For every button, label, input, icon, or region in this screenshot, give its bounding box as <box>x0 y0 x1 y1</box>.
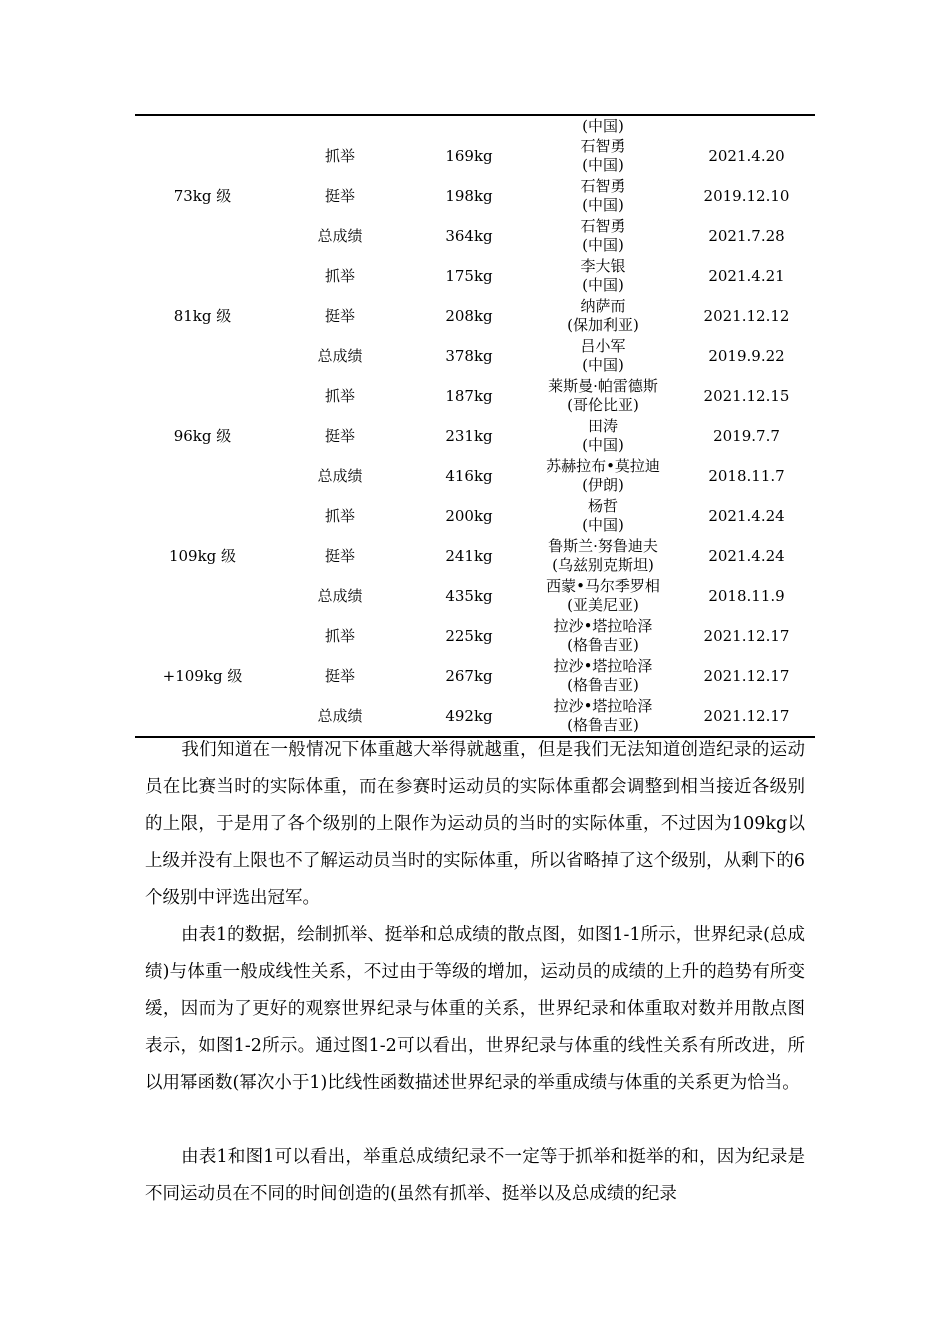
holder-name-cell: 拉沙•塔拉哈泽 <box>553 617 653 635</box>
record-date-cell: 2018.11.9 <box>708 587 785 605</box>
event-cell: 总成绩 <box>317 707 363 725</box>
record-date-cell: 2021.4.21 <box>708 267 785 285</box>
holder-name-cell: 纳萨而 <box>580 297 626 315</box>
record-value-cell: 231kg <box>445 427 493 445</box>
weight-class-label: 109kg 级 <box>168 547 237 565</box>
event-cell: 抓举 <box>324 507 355 525</box>
event-cell: 总成绩 <box>317 227 363 245</box>
holder-name-cell: 苏赫拉布•莫拉迪 <box>546 457 660 475</box>
record-value-cell: 364kg <box>445 227 493 245</box>
holder-name-cell: 西蒙•马尔季罗相 <box>546 577 660 595</box>
holder-name-cell: 石智勇 <box>580 137 626 155</box>
paragraph-2-text: 由表1的数据，绘制抓举、挺举和总成绩的散点图，如图1-1所示，世界纪录(总成绩)与体重一般成线性关系，不过由于等级的增加，运动员的成绩的上升的趋势有所变缓，因而为了更好的观察世界纪录与体重的关系，世界纪录和体重取对数并用散点图表示，如图1-2所示。通过图1-2可以看出，世界纪录与体重的线性关系有所改进，所以用幂函数(幂次小于1)比线性函数描述世界纪录的举重成绩与体重的关系更为恰当。 <box>145 925 805 1093</box>
holder-name-cell: 石智勇 <box>580 177 626 195</box>
record-date-cell: 2021.4.20 <box>708 147 785 165</box>
holder-name-cell: 杨哲 <box>587 497 618 515</box>
record-date-cell: 2021.12.17 <box>703 627 790 645</box>
holder-name-cell: 拉沙•塔拉哈泽 <box>553 697 653 715</box>
record-date-cell: 2021.12.17 <box>703 707 790 725</box>
holder-country-cell: (中国) <box>582 196 624 214</box>
event-cell: 抓举 <box>324 267 355 285</box>
paragraph-3 <box>145 1139 805 1213</box>
record-value-cell: 175kg <box>445 267 493 285</box>
record-value-cell: 187kg <box>445 387 493 405</box>
record-value-cell: 225kg <box>445 627 493 645</box>
record-value-cell: 435kg <box>445 587 493 605</box>
weight-class-label: +109kg 级 <box>162 667 243 685</box>
event-cell: 挺举 <box>324 187 355 205</box>
holder-name-cell: 鲁斯兰·努鲁迪夫 <box>548 537 658 555</box>
record-value-cell: 241kg <box>445 547 493 565</box>
record-date-cell: 2019.9.22 <box>708 347 785 365</box>
record-value-cell: 492kg <box>445 707 493 725</box>
holder-country-cell: (乌兹别克斯坦) <box>552 556 654 574</box>
paragraph-1 <box>145 732 805 917</box>
paragraph-2 <box>145 917 805 1102</box>
event-cell: 挺举 <box>324 547 355 565</box>
event-cell: 抓举 <box>324 147 355 165</box>
holder-country-cell: (伊朗) <box>582 476 624 494</box>
record-date-cell: 2019.7.7 <box>713 427 780 445</box>
holder-name-cell: 拉沙•塔拉哈泽 <box>553 657 653 675</box>
record-date-cell: 2021.12.15 <box>703 387 790 405</box>
event-cell: 抓举 <box>324 627 355 645</box>
record-date-cell: 2021.4.24 <box>708 547 785 565</box>
record-date-cell: 2021.12.17 <box>703 667 790 685</box>
event-cell: 总成绩 <box>317 347 363 365</box>
weight-class-label: 96kg 级 <box>173 427 232 445</box>
record-date-cell: 2021.12.12 <box>703 307 790 325</box>
holder-country-cell: (哥伦比亚) <box>567 396 639 414</box>
holder-country-cell: (格鲁吉亚) <box>567 636 639 654</box>
record-date-cell: 2021.4.24 <box>708 507 785 525</box>
weight-class-label: 73kg 级 <box>173 187 232 205</box>
holder-name-cell: 李大银 <box>580 257 626 275</box>
record-date-cell: 2019.12.10 <box>703 187 790 205</box>
holder-name-cell: 石智勇 <box>580 217 626 235</box>
event-cell: 总成绩 <box>317 587 363 605</box>
weight-class-label: 81kg 级 <box>173 307 232 325</box>
record-date-cell: 2018.11.7 <box>708 467 785 485</box>
record-value-cell: 169kg <box>445 147 493 165</box>
holder-country-cell: (中国) <box>582 276 624 294</box>
holder-country-cell: (中国) <box>582 236 624 254</box>
record-value-cell: 416kg <box>445 467 493 485</box>
event-cell: 挺举 <box>324 307 355 325</box>
holder-country-cell: (中国) <box>582 156 624 174</box>
record-value-cell: 267kg <box>445 667 493 685</box>
holder-country-cell: (格鲁吉亚) <box>567 676 639 694</box>
event-cell: 挺举 <box>324 667 355 685</box>
record-value-cell: 200kg <box>445 507 493 525</box>
record-date-cell: 2021.7.28 <box>708 227 785 245</box>
holder-country-cell: (中国) <box>582 516 624 534</box>
record-value-cell: 208kg <box>445 307 493 325</box>
paragraph-3-text: 由表1和图1可以看出，举重总成绩纪录不一定等于抓举和挺举的和，因为纪录是不同运动员在不同的时间创造的(虽然有抓举、挺举以及总成绩的纪录 <box>145 1147 805 1204</box>
holder-name-cell: 莱斯曼·帕雷德斯 <box>548 377 658 395</box>
paragraph-1-text: 我们知道在一般情况下体重越大举得就越重，但是我们无法知道创造纪录的运动员在比赛当时的实际体重，而在参赛时运动员的实际体重都会调整到相当接近各级别的上限，于是用了各个级别的上限作为运动员的当时的实际体重，不过因为109kg以上级并没有上限也不了解运动员当时的实际体重，所以省略掉了这个级别，从剩下的6个级别中评选出冠军。 <box>145 740 805 908</box>
event-cell: 挺举 <box>324 427 355 445</box>
event-cell: 总成绩 <box>317 467 363 485</box>
holder-country-cell: (格鲁吉亚) <box>567 716 639 734</box>
event-cell: 抓举 <box>324 387 355 405</box>
holder-name-cell: 吕小军 <box>580 337 626 355</box>
table-top-rule <box>135 114 815 116</box>
holder-country-cell: (中国) <box>582 436 624 454</box>
record-value-cell: 198kg <box>445 187 493 205</box>
record-value-cell: 378kg <box>445 347 493 365</box>
table-header-fragment: (中国) <box>582 117 624 135</box>
holder-country-cell: (保加利亚) <box>567 316 639 334</box>
holder-name-cell: 田涛 <box>587 417 618 435</box>
holder-country-cell: (中国) <box>582 356 624 374</box>
holder-country-cell: (亚美尼亚) <box>567 596 639 614</box>
